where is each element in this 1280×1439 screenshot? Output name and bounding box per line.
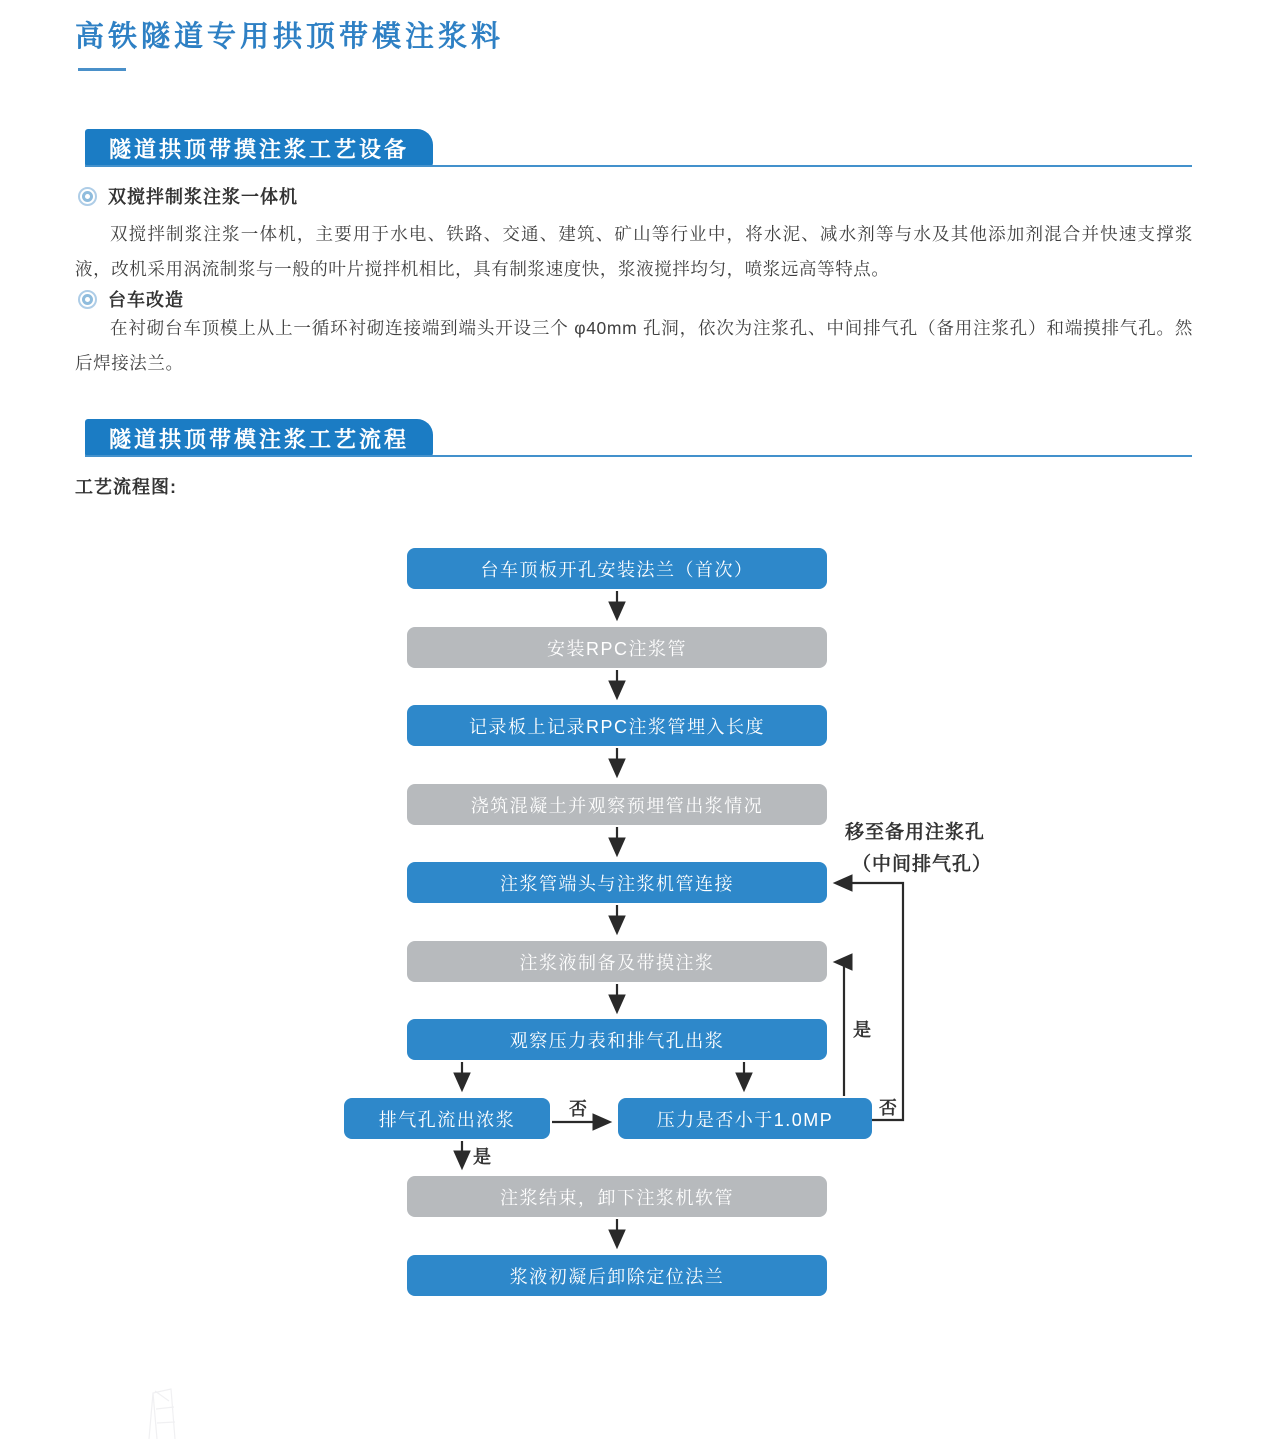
page-title: 高铁隧道专用拱顶带模注浆料 — [75, 21, 505, 53]
section-banner-equipment: 隧道拱顶带摸注浆工艺设备 — [85, 129, 433, 167]
flow-step-connect-pipe: 注浆管端头与注浆机管连接 — [407, 862, 827, 903]
edge-label-no-return: 否 — [879, 1098, 897, 1118]
title-underline — [78, 68, 126, 71]
flow-step-observe-gauge: 观察压力表和排气孔出浆 — [407, 1019, 827, 1060]
edge-label-yes: 是 — [473, 1147, 491, 1167]
flow-decision-thick-grout: 排气孔流出浓浆 — [344, 1098, 550, 1139]
flow-step-finish-grouting: 注浆结束，卸下注浆机软管 — [407, 1176, 827, 1217]
bullet-heading: 台车改造 — [108, 290, 184, 310]
ring-bullet-icon — [78, 290, 97, 309]
flow-step-install-rpc-pipe: 安装RPC注浆管 — [407, 627, 827, 668]
flow-step-install-flange: 台车顶板开孔安装法兰（首次） — [407, 548, 827, 589]
paragraph-trolley: 在衬砌台车顶模上从上一循环衬砌连接端到端头开设三个 φ40mm 孔洞，依次为注浆孔、中间排气孔（备用注浆孔）和端摸排气孔。然后焊接法兰。 — [75, 318, 1193, 373]
side-note-line2: （中间排气孔） — [852, 854, 993, 875]
flow-step-remove-flange: 浆液初凝后卸除定位法兰 — [407, 1255, 827, 1296]
flow-decision-pressure: 压力是否小于1.0MP — [618, 1098, 872, 1139]
bullet-item-mixer — [78, 183, 298, 209]
building-watermark-icon — [135, 1383, 199, 1439]
flow-step-record-length: 记录板上记录RPC注浆管埋入长度 — [407, 705, 827, 746]
section-divider-line — [85, 165, 1192, 167]
paragraph-mixer: 双搅拌制浆注浆一体机，主要用于水电、铁路、交通、建筑、矿山等行业中，将水泥、减水剂等与水及其他添加剂混合并快速支撑浆液，改机采用涡流制浆与一般的叶片搅拌机相比，具有制浆速度快，浆液搅拌均匀，喷浆远高等特点。 — [75, 224, 1193, 279]
bullet-heading: 双搅拌制浆注浆一体机 — [108, 187, 298, 207]
flow-step-prepare-grout: 注浆液制备及带摸注浆 — [407, 941, 827, 982]
edge-label-yes-return: 是 — [853, 1020, 871, 1040]
bullet-item-trolley — [78, 286, 184, 312]
side-note-line1: 移至备用注浆孔 — [845, 822, 986, 843]
edge-label-no: 否 — [569, 1099, 587, 1119]
flow-step-pour-concrete: 浇筑混凝土并观察预埋管出浆情况 — [407, 784, 827, 825]
section-divider-line — [85, 455, 1192, 457]
ring-bullet-icon — [78, 187, 97, 206]
diagram-label: 工艺流程图: — [75, 477, 177, 497]
section-banner-process: 隧道拱顶带模注浆工艺流程 — [85, 419, 433, 457]
